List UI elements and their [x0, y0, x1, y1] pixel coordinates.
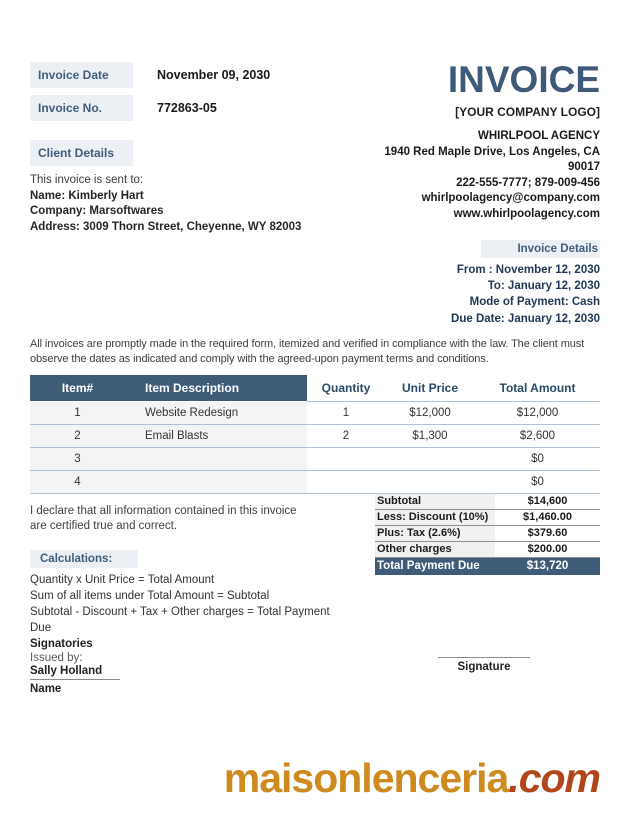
item-total-cell: $0 [475, 448, 600, 471]
summary-row [375, 510, 600, 526]
header-section [30, 59, 600, 327]
summary-row [375, 526, 600, 542]
item-number-cell: 1 [30, 402, 125, 425]
summary-and-signature [375, 494, 600, 695]
invoice-meta-and-client [30, 62, 352, 327]
item-description-cell: Website Redesign [125, 402, 307, 425]
invoice-details-chip: Invoice Details [481, 240, 600, 258]
company-email: whirlpoolagency@company.com [421, 192, 600, 204]
item-total-cell: $0 [475, 471, 600, 494]
item-description-cell: Email Blasts [125, 425, 307, 448]
col-header-item-description: Item Description [125, 375, 307, 401]
declaration-text: I declare that all information contained in this invoice are certified true and correct. [30, 504, 297, 533]
client-address: Address: 3009 Thorn Street, Cheyenne, WY 82003 [30, 220, 302, 233]
due-date: Due Date: January 12, 2030 [451, 312, 600, 325]
footer-section [30, 494, 600, 695]
item-number-cell: 2 [30, 425, 125, 448]
summary-row [375, 542, 600, 558]
invoice-date-row [30, 62, 352, 88]
item-quantity-cell [307, 448, 385, 471]
invoice-date-value: November 09, 2030 [157, 68, 271, 82]
declaration-and-calculations [30, 494, 370, 695]
company-section [352, 59, 600, 327]
watermark-suffix: .com [508, 755, 600, 801]
item-quantity-cell: 2 [307, 425, 385, 448]
total-label: Total Payment Due [377, 559, 480, 572]
col-header-unit-price: Unit Price [385, 375, 475, 402]
summary-row [375, 494, 600, 510]
calculation-line: Quantity x Unit Price = Total Amount [30, 573, 215, 586]
invoice-number-value: 772863-05 [157, 101, 217, 115]
invoice-title: INVOICE [447, 59, 600, 100]
item-unit-price-cell [385, 448, 475, 471]
client-company: Company: Marsoftwares [30, 205, 164, 217]
col-header-quantity: Quantity [307, 375, 385, 402]
calculations-block [30, 572, 330, 636]
name-label: Name [30, 682, 62, 695]
items-table [30, 375, 600, 494]
payment-mode: Mode of Payment: Cash [469, 296, 600, 309]
calculation-line: Subtotal - Discount + Tax + Other charges = Total Payment Due [30, 605, 330, 634]
calculations-chip: Calculations: [30, 550, 138, 568]
company-logo-placeholder: [YOUR COMPANY LOGO] [455, 105, 600, 119]
signature-label: Signature [457, 660, 511, 673]
summary-value: $1,460.00 [523, 511, 572, 524]
summary-label: Less: Discount (10%) [375, 510, 495, 525]
item-total-cell: $12,000 [475, 402, 600, 425]
issued-by-label: Issued by: [30, 651, 83, 664]
client-details-block [30, 173, 352, 235]
invoice-details-block [352, 262, 600, 327]
item-unit-price-cell: $12,000 [385, 402, 475, 425]
total-payment-due-row [375, 558, 600, 575]
item-total-cell: $2,600 [475, 425, 600, 448]
client-intro: This invoice is sent to: [30, 174, 144, 186]
item-number-cell: 4 [30, 471, 125, 494]
item-quantity-cell [307, 471, 385, 494]
company-name: WHIRLPOOL AGENCY [477, 130, 600, 142]
col-header-total-amount: Total Amount [475, 375, 600, 402]
item-unit-price-cell [385, 471, 475, 494]
invoice-number-row [30, 95, 352, 121]
item-description-cell [125, 448, 307, 471]
client-details-chip: Client Details [30, 140, 133, 166]
company-website: www.whirlpoolagency.com [453, 207, 600, 220]
summary-table [375, 494, 600, 575]
client-name: Name: Kimberly Hart [30, 189, 144, 202]
item-unit-price-cell: $1,300 [385, 425, 475, 448]
summary-value: $379.60 [527, 527, 568, 540]
invoice-to: To: January 12, 2030 [487, 280, 600, 293]
company-info-block [352, 129, 600, 222]
company-phone: 222-555-7777; 879-009-456 [456, 176, 600, 189]
summary-value: $14,600 [527, 495, 568, 508]
total-value: $13,720 [526, 560, 569, 573]
item-quantity-cell: 1 [307, 402, 385, 425]
signature-line [438, 657, 530, 673]
summary-label: Plus: Tax (2.6%) [375, 526, 495, 541]
calculation-line: Sum of all items under Total Amount = Subtotal [30, 589, 270, 602]
company-address: 1940 Red Maple Drive, Los Angeles, CA 90017 [384, 145, 600, 173]
summary-label: Subtotal [375, 494, 495, 509]
terms-paragraph: All invoices are promptly made in the required form, itemized and verified in compliance with the law. The client must observe the dates as indicated and comply with the agreed-upon payment terms and conditions. [30, 337, 585, 365]
summary-value: $200.00 [527, 543, 568, 556]
col-header-item-number: Item# [30, 375, 125, 401]
item-description-cell [125, 471, 307, 494]
signatories-label: Signatories [30, 637, 93, 650]
invoice-date-chip: Invoice Date [30, 62, 133, 88]
watermark-main: maisonlenceria [223, 755, 509, 801]
issued-by-name: Sally Holland [30, 664, 120, 680]
invoice-from: From : November 12, 2030 [456, 264, 600, 276]
summary-label: Other charges [375, 542, 495, 557]
watermark [0, 755, 600, 802]
invoice-number-chip: Invoice No. [30, 95, 133, 121]
item-number-cell: 3 [30, 448, 125, 471]
